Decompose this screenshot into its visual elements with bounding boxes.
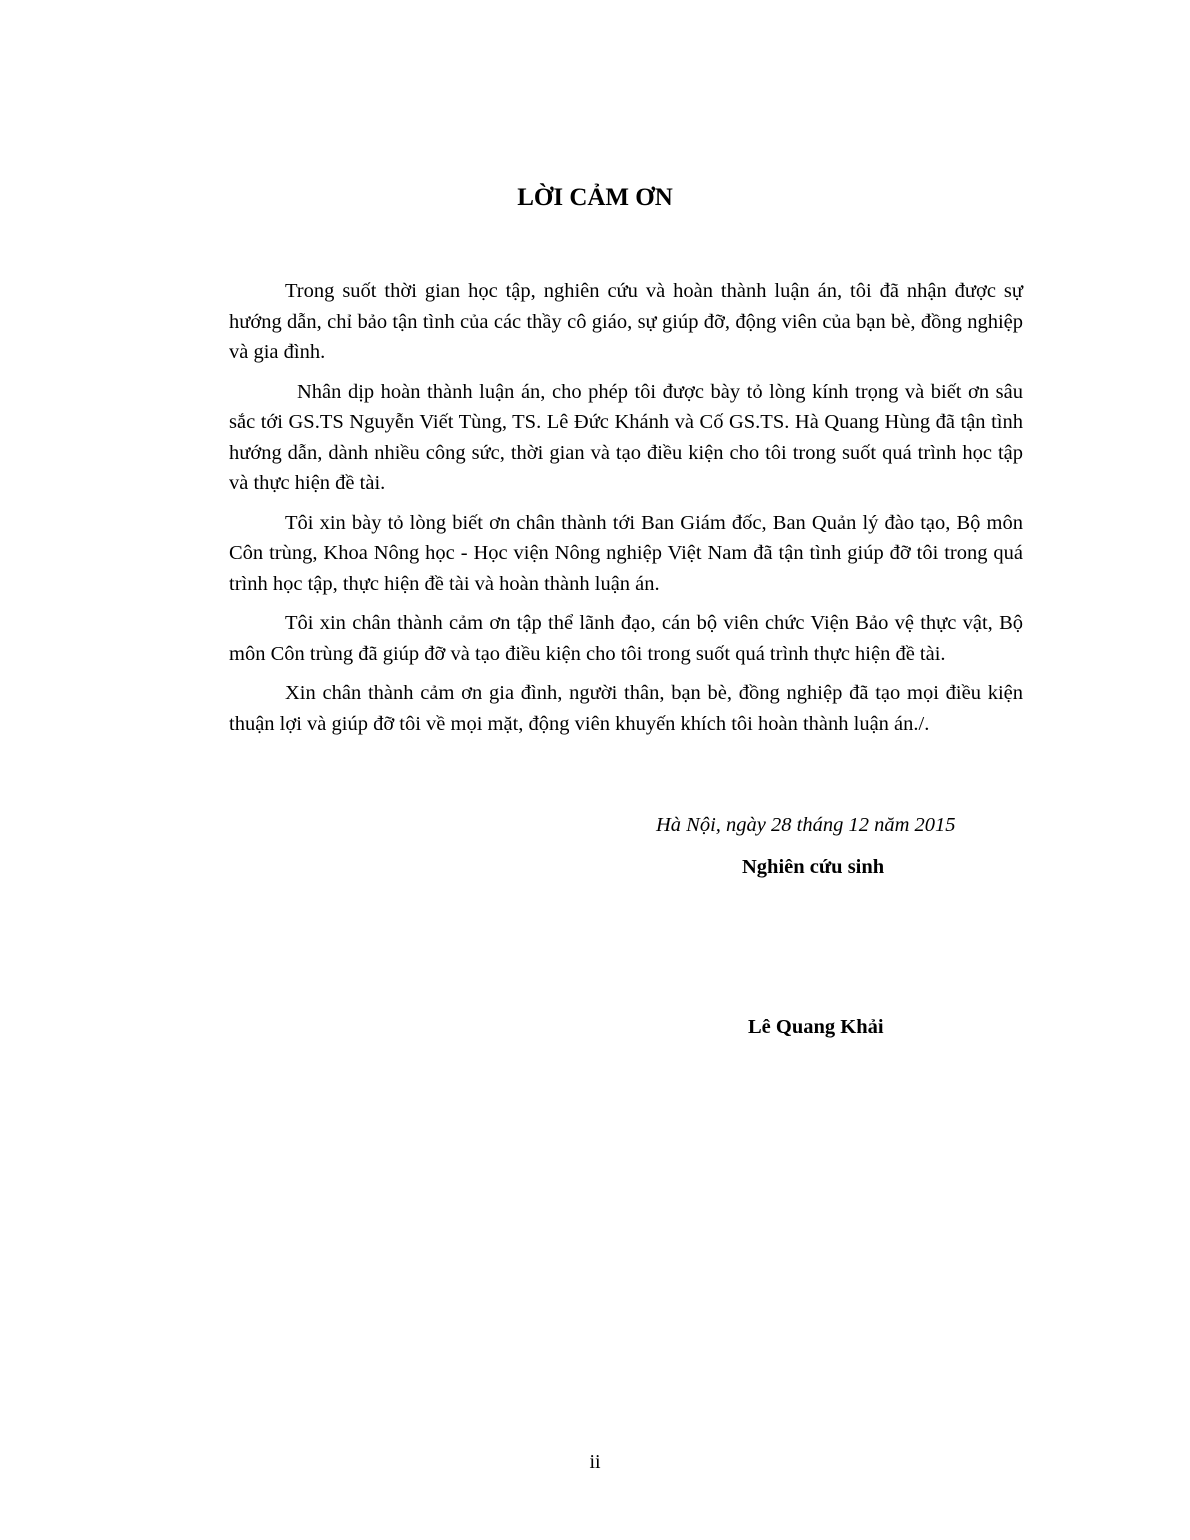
paragraph-3: Tôi xin bày tỏ lòng biết ơn chân thành tới Ban Giám đốc, Ban Quản lý đào tạo, Bộ môn Côn trùng, Khoa Nông học - Học viện Nông nghiệp Việt Nam đã tận tình giúp đỡ tôi trong quá trình học tập, thực hiện đề tài và hoàn thành luận án. xyxy=(229,511,1023,595)
place-date: Hà Nội, ngày 28 tháng 12 năm 2015 xyxy=(656,814,956,836)
signer-name: Lê Quang Khải xyxy=(748,1016,884,1038)
paragraph-2: Nhân dịp hoàn thành luận án, cho phép tôi được bày tỏ lòng kính trọng và biết ơn sâu sắc tới GS.TS Nguyễn Viết Tùng, TS. Lê Đức Khánh và Cố GS.TS. Hà Quang Hùng đã tận tình hướng dẫn, dành nhiều công sức, thời gian và tạo điều kiện cho tôi trong suốt quá trình học tập và thực hiện đề tài. xyxy=(229,380,1023,494)
paragraph-5: Xin chân thành cảm ơn gia đình, người thân, bạn bè, đồng nghiệp đã tạo mọi điều kiện thuận lợi và giúp đỡ tôi về mọi mặt, động viên khuyến khích tôi hoàn thành luận án./. xyxy=(229,682,1023,735)
signer-role: Nghiên cứu sinh xyxy=(742,856,885,878)
page-title: LỜI CẢM ƠN xyxy=(517,184,673,211)
paragraph-1: Trong suốt thời gian học tập, nghiên cứu và hoàn thành luận án, tôi đã nhận được sự hướng dẫn, chỉ bảo tận tình của các thầy cô giáo, sự giúp đỡ, động viên của bạn bè, đồng nghiệp và gia đình. xyxy=(229,280,1023,363)
acknowledgement-body xyxy=(229,276,1023,748)
page-number: ii xyxy=(589,1451,601,1473)
paragraph-4: Tôi xin chân thành cảm ơn tập thể lãnh đạo, cán bộ viên chức Viện Bảo vệ thực vật, Bộ môn Côn trùng đã giúp đỡ và tạo điều kiện cho tôi trong suốt quá trình thực hiện đề tài. xyxy=(229,612,1023,665)
